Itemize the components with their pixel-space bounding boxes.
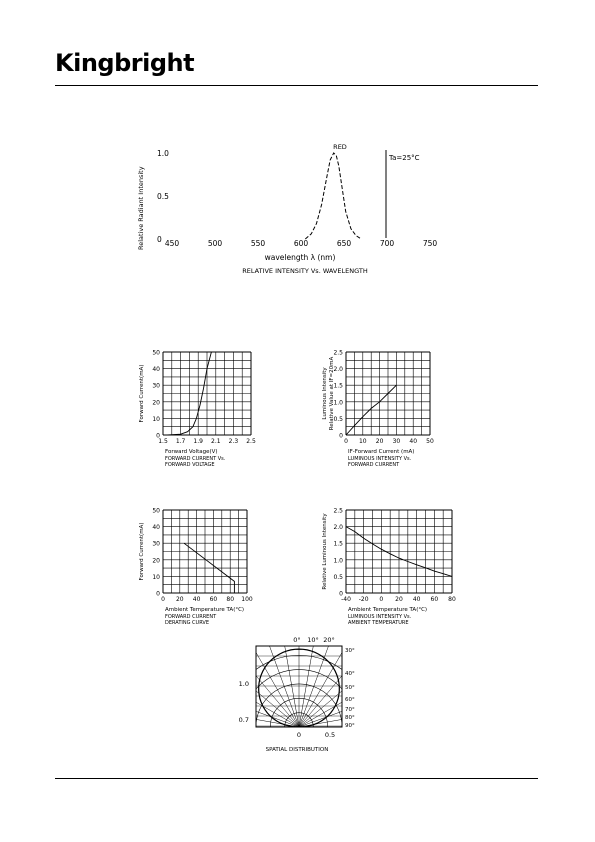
x-tick-label: 0 [379,596,384,603]
y-tick-label: 2.5 [333,349,343,357]
radius-label-bottom: 0.5 [324,731,336,739]
y-axis-label: Relative Value at IF=20mA [329,356,335,431]
angle-label-side: 60° [345,697,355,703]
chart-caption: DERATING CURVE [165,620,209,626]
y-axis-label: Forward Current(mA) [139,364,145,423]
y-tick-label: 2.0 [333,366,343,374]
x-tick-label: 80 [226,596,235,603]
radius-label-left: 1.0 [238,680,249,688]
y-tick-label: 50 [152,507,160,515]
chart-title: RELATIVE INTENSITY Vs. WAVELENGTH [242,267,368,275]
polar-spoke [299,631,414,727]
x-tick-label: 0 [344,438,348,445]
chart-caption: FORWARD VOLTAGE [165,462,215,468]
y-tick-label: 10 [152,573,160,581]
angle-label-side: 40° [345,671,355,677]
y-axis-label: Relative Radiant Intensity [137,166,145,250]
brand-logo: Kingbright [55,49,195,77]
spectrum-chart [137,143,437,275]
y-tick-label: 10 [152,415,160,423]
y-axis-label: Luminous Intensity [322,367,328,420]
radius-label-left: 0.7 [238,716,249,724]
x-tick-label: 1.9 [193,438,203,445]
y-tick-label: 40 [152,524,160,532]
y-tick-label: 20 [152,399,160,407]
y-tick-label: 0.5 [157,192,169,201]
chart-caption: FORWARD CURRENT [348,462,400,468]
angle-label-side: 80° [345,715,355,721]
x-tick-label: 650 [336,239,352,248]
x-tick-label: 40 [412,596,421,603]
x-tick-label: 50 [426,438,434,445]
luminous-temperature-chart [322,508,456,627]
angle-label-top: 20° [323,636,335,644]
y-tick-label: 1.5 [333,540,343,548]
polar-spoke [299,676,440,727]
y-tick-label: 0 [156,432,160,440]
radius-label-bottom: 0 [296,731,302,739]
y-tick-label: 1.0 [333,399,343,407]
angle-label-side: 70° [345,707,355,713]
y-tick-label: 0.5 [333,415,343,423]
angle-label-top: 0° [293,636,301,644]
y-axis-label: Forward Current(mA) [139,522,145,581]
x-tick-label: 0 [161,596,165,603]
x-tick-label: 60 [209,596,218,603]
chart-caption: AMBIENT TEMPERATURE [348,620,409,626]
x-tick-label: 40 [409,438,418,445]
y-tick-label: 0 [156,590,160,598]
chart-caption: FORWARD CURRENT [165,614,217,620]
x-tick-label: 700 [379,239,395,248]
spectrum-curve [305,153,361,239]
x-tick-label: 750 [422,239,438,248]
y-tick-label: 0 [339,432,343,440]
x-tick-label: 60 [430,596,439,603]
iv-chart [139,350,256,469]
x-tick-label: 600 [293,239,309,248]
y-axis-label: Relative Luminous Intensity [322,513,328,590]
x-tick-label: 1.7 [175,438,186,445]
y-tick-label: 30 [152,540,160,548]
temperature-annotation: Ta=25°C [389,154,420,162]
derating-chart [139,508,253,627]
x-tick-label: 80 [448,596,456,603]
x-axis-label: wavelength λ (nm) [264,253,336,262]
x-tick-label: 500 [207,239,223,248]
chart-caption: LUMINOUS INTENSITY Vs. [348,614,412,620]
x-tick-label: 2.1 [211,438,221,445]
y-tick-label: 30 [152,382,160,390]
x-tick-label: 2.3 [228,438,239,445]
x-axis-label: Ambient Temperature TA(°C) [165,607,245,613]
x-tick-label: 550 [250,239,266,248]
y-tick-label: 40 [152,366,160,374]
y-tick-label: 1.0 [157,149,169,158]
x-tick-label: 20 [395,596,403,603]
polar-spoke [184,631,299,727]
x-tick-label: -40 [341,596,351,603]
x-axis-label: IF-Forward Current (mA) [348,449,415,455]
luminous-current-chart [322,350,434,469]
polar-spoke [158,676,299,727]
y-tick-label: 2.5 [333,507,343,515]
series-label-red: RED [333,143,347,151]
x-tick-label: 1.5 [158,438,168,445]
y-tick-label: 0 [157,235,162,244]
chart-caption: FORWARD CURRENT Vs. [165,456,226,462]
y-tick-label: 0 [339,590,343,598]
x-tick-label: 30 [392,438,401,445]
x-tick-label: 450 [164,239,180,248]
x-axis-label: Ambient Temperature TA(°C) [348,607,428,613]
angle-label-side: 90° [345,723,355,729]
angle-label-top: 10° [307,636,319,644]
angle-label-side: 50° [345,685,355,691]
x-tick-label: 40 [192,596,201,603]
y-tick-label: 1.5 [333,382,343,390]
y-tick-label: 0.5 [333,573,343,581]
y-tick-label: 2.0 [333,524,343,532]
chart-caption: SPATIAL DISTRIBUTION [265,747,329,753]
x-tick-label: 10 [358,438,367,445]
x-tick-label: 20 [175,596,184,603]
x-tick-label: 100 [241,596,253,603]
angle-label-side: 30° [345,648,355,654]
chart-caption: LUMINOUS INTENSITY Vs. [348,456,412,462]
polar-spoke [203,612,299,727]
y-tick-label: 20 [152,557,160,565]
x-tick-label: 20 [375,438,384,445]
x-axis-label: Forward Voltage(V) [165,449,218,455]
y-tick-label: 50 [152,349,160,357]
polar-spoke [169,652,299,727]
x-tick-label: 2.5 [246,438,256,445]
y-tick-label: 1.0 [333,557,343,565]
x-tick-label: -20 [358,596,369,603]
polar-spoke [299,652,429,727]
